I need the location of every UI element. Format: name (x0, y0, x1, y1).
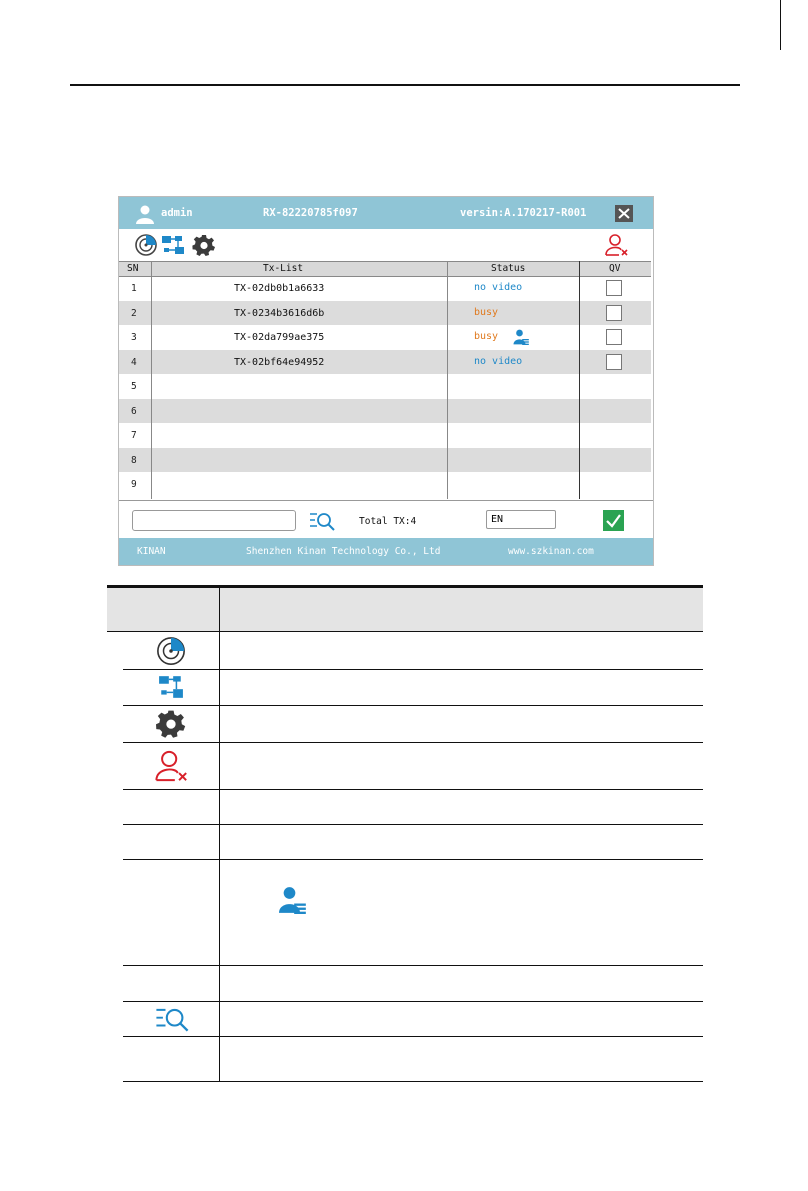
legend-row (123, 669, 703, 706)
col-sn: SN (127, 263, 139, 274)
user-icon (135, 204, 155, 224)
network-topology-icon[interactable] (161, 233, 185, 257)
qv-checkbox[interactable] (606, 305, 622, 321)
table-row[interactable] (119, 325, 651, 350)
gear-icon (155, 708, 187, 739)
row-tx-name: TX-02da799ae375 (234, 332, 325, 343)
row-status: no video (474, 355, 523, 367)
row-tx-name: TX-02db0b1a6633 (234, 283, 325, 294)
close-icon (615, 205, 633, 222)
list-search-icon[interactable] (309, 511, 335, 531)
legend-row (123, 1036, 703, 1082)
row-tx-name: TX-02bf64e94952 (234, 356, 325, 368)
user-remove-icon[interactable] (605, 233, 629, 257)
table-header (119, 261, 651, 277)
status-footer (119, 538, 653, 565)
search-input[interactable] (132, 510, 296, 531)
username: admin (161, 207, 193, 219)
col-status: Status (491, 263, 526, 274)
row-sn: 6 (131, 405, 137, 417)
table-row[interactable] (119, 350, 651, 375)
row-status: no video (474, 282, 523, 293)
table-row[interactable] (119, 423, 651, 448)
table-row[interactable] (119, 472, 651, 497)
language-select[interactable]: EN (486, 510, 556, 529)
legend-row (123, 705, 703, 743)
confirm-button[interactable] (603, 510, 624, 531)
toolbar (119, 229, 653, 261)
legend-row (123, 965, 703, 1002)
row-sn: 9 (131, 479, 137, 490)
row-sn: 8 (131, 454, 137, 466)
column-divider (579, 261, 580, 499)
tx-table-body (119, 276, 651, 497)
row-sn: 3 (131, 332, 137, 343)
website: www.szkinan.com (508, 546, 594, 557)
legend-row (123, 859, 703, 966)
total-tx-count: Total TX:4 (359, 516, 417, 527)
legend-row (123, 632, 703, 670)
version-label: versin:A.170217-R001 (460, 207, 587, 219)
col-tx-list: Tx-List (263, 263, 304, 274)
row-status: busy (474, 331, 499, 342)
qv-checkbox[interactable] (606, 354, 622, 370)
page-margin-rule (780, 0, 781, 50)
radar-search-icon[interactable] (134, 233, 158, 257)
row-sn: 2 (131, 307, 137, 319)
table-row[interactable] (119, 301, 651, 326)
row-status: busy (474, 306, 499, 318)
radar-search-icon (155, 636, 187, 666)
legend-row (123, 789, 703, 825)
legend-row (123, 824, 703, 860)
table-row[interactable] (119, 399, 651, 424)
gear-icon[interactable] (192, 233, 216, 257)
row-sn: 1 (131, 283, 137, 294)
table-row[interactable] (119, 276, 651, 301)
table-row[interactable] (119, 448, 651, 473)
qv-checkbox[interactable] (606, 280, 622, 296)
user-remove-icon (155, 747, 189, 785)
legend-row (123, 1001, 703, 1037)
user-busy-icon (278, 886, 308, 914)
title-bar (119, 197, 653, 229)
device-id: RX-82220785f097 (263, 207, 358, 219)
brand-name: KINAN (137, 546, 166, 557)
close-button[interactable] (615, 205, 633, 222)
row-tx-name: TX-0234b3616d6b (234, 307, 325, 319)
user-busy-icon (513, 329, 530, 345)
col-qv: QV (609, 263, 621, 274)
legend-header (107, 585, 703, 632)
check-icon (603, 510, 624, 531)
column-divider (151, 261, 152, 499)
column-divider (447, 261, 448, 499)
row-sn: 7 (131, 430, 137, 441)
row-sn: 5 (131, 381, 137, 392)
header-rule (70, 84, 740, 86)
list-search-icon (153, 1006, 191, 1032)
row-sn: 4 (131, 356, 137, 368)
qv-checkbox[interactable] (606, 329, 622, 345)
legend-row (123, 742, 703, 790)
table-row[interactable] (119, 374, 651, 399)
company-name: Shenzhen Kinan Technology Co., Ltd (246, 546, 441, 557)
network-topology-icon (155, 674, 187, 700)
bottom-bar (119, 500, 653, 538)
kvm-receiver-window (118, 196, 654, 566)
